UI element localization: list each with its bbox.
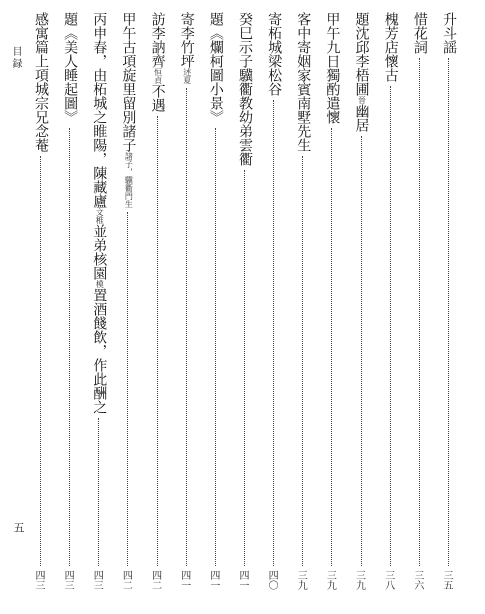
toc-entry [438, 12, 460, 592]
title-text: 幽居 [353, 104, 370, 132]
dot-leader [390, 86, 391, 566]
running-head: 目録 [10, 46, 21, 70]
toc-entry-title: 癸巳示子驥衢教幼弟雲衢 [236, 12, 253, 166]
toc-entry-title: 惜花詞 [411, 12, 428, 54]
toc-entry-title: 感寓篇上項城宗兄念菴 [33, 12, 49, 152]
annotation-note: 恒貞 [153, 68, 163, 84]
title-text: 題沈邱李梧圃 [353, 12, 370, 96]
toc-entry-title: 客中寄姻家賓南墅先生 [295, 12, 312, 152]
toc-entry-page: 三八 [382, 570, 394, 590]
toc-entry-page: 四一 [178, 570, 190, 590]
title-text: 並弟核園 [91, 224, 108, 280]
toc-entry-page: 四一 [236, 570, 248, 590]
dot-leader [448, 58, 449, 566]
toc-entry [234, 12, 256, 592]
toc-entry-page: 三九 [324, 570, 336, 590]
dot-leader [244, 170, 245, 566]
page-number: 五 [12, 522, 25, 533]
toc-entry [321, 12, 343, 592]
toc-entry [30, 12, 52, 592]
title-text: 丙申春，由柘城之睢陽，陳藏廬 [91, 12, 108, 208]
dot-leader [69, 128, 70, 566]
toc-entry [380, 12, 402, 592]
toc-entry-title [179, 12, 195, 84]
toc-entry-title [354, 12, 370, 132]
dot-leader [127, 212, 128, 566]
toc-entry [88, 12, 110, 592]
title-text: 寄李竹坪 [178, 12, 195, 68]
title-text: 不遇 [149, 84, 166, 112]
annotation-note: 文稚 [95, 208, 105, 224]
title-text: 訪李訥齊 [149, 12, 166, 68]
toc-entry-page: 四三 [33, 570, 44, 590]
toc-entry-page: 四〇 [266, 570, 278, 590]
toc-entry [409, 12, 431, 592]
dot-leader [361, 136, 362, 566]
dot-leader [157, 116, 158, 566]
toc-entry-page: 四三 [62, 570, 74, 590]
toc-entry-title: 甲午九日獨酌遣懷 [324, 12, 341, 124]
toc-entry [176, 12, 198, 592]
toc-entry-title: 題《爛柯圖小景》 [207, 12, 224, 124]
toc-entry [147, 12, 169, 592]
toc-entry [263, 12, 285, 592]
annotation-note: 述夏 [182, 68, 192, 84]
annotation-note: 晉 [357, 96, 367, 104]
toc-entry [205, 12, 227, 592]
toc-entry-title: 寄柘城梁松谷 [266, 12, 283, 96]
title-text: 甲午古項旋里留別諸子 [120, 12, 137, 152]
dot-leader [302, 156, 303, 566]
toc-entry-page: 三五 [440, 570, 452, 590]
toc-entry-page: 三九 [353, 570, 365, 590]
toc-entry-title [120, 12, 136, 208]
toc-entry [59, 12, 81, 592]
dot-leader [273, 100, 274, 566]
dot-leader [331, 128, 332, 566]
toc-entry-title: 題《美人睡起圖》 [62, 12, 79, 124]
title-text: 置酒餞飲，作此酬之 [91, 288, 108, 414]
dot-leader [98, 418, 99, 566]
toc-entry [117, 12, 139, 592]
toc-entry-page: 三九 [295, 570, 307, 590]
dot-leader [40, 156, 41, 566]
toc-entry-page: 四二 [120, 570, 132, 590]
annotation-note: 諸子，驥衢門生 [124, 152, 134, 208]
toc-entry-title: 槐芳店懷古 [382, 12, 399, 82]
dot-leader [419, 58, 420, 566]
toc-entry-page: 三六 [411, 570, 423, 590]
toc-entry-page: 四一 [207, 570, 219, 590]
toc-entry-title: 升斗謡 [440, 12, 457, 54]
toc-entry-title [150, 12, 166, 112]
toc-entry-title [91, 12, 107, 414]
annotation-note: 模 [95, 280, 105, 288]
toc-entry-page: 四三 [91, 570, 103, 590]
toc-entry [351, 12, 373, 592]
table-of-contents [30, 12, 460, 592]
dot-leader [186, 88, 187, 566]
dot-leader [215, 128, 216, 566]
toc-entry [292, 12, 314, 592]
toc-entry-page: 四二 [149, 570, 161, 590]
